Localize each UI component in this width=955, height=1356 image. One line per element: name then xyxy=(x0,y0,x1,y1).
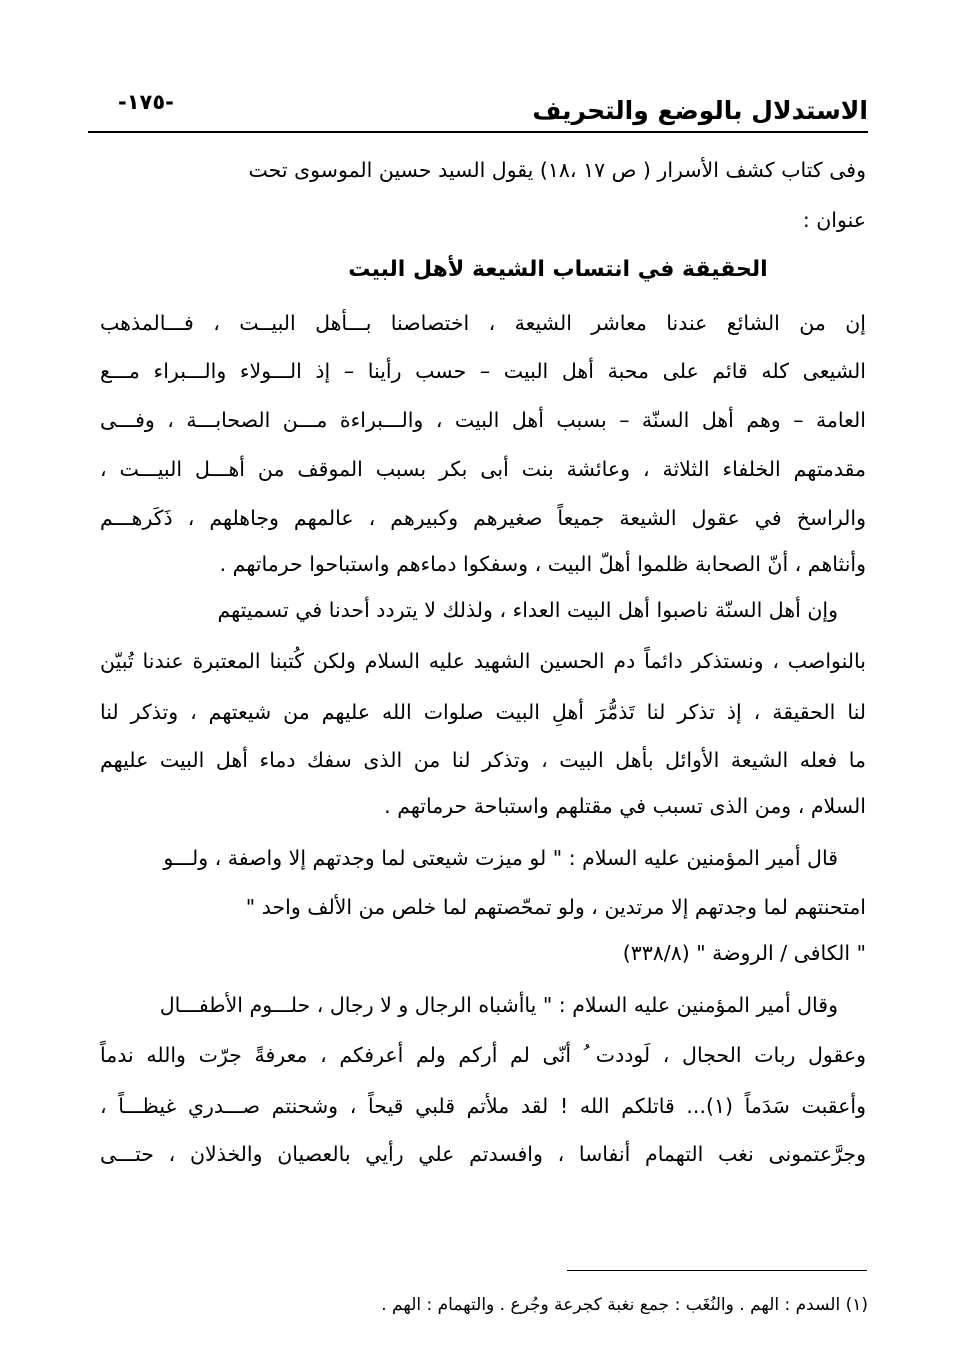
text-line: قال أمير المؤمنين عليه السلام : " لو ميزت شيعتى لما وجدتهم إلا واصفة ، ولـــو xyxy=(163,846,838,870)
text-line: السلام ، ومن الذى تسبب في مقتلهم واستباحة حرماتهم . xyxy=(384,794,866,818)
text-line: العامة – وهم أهل السنّة – بسبب أهل البيت ، والـــبراءة مـــن الصحابـــة ، وفـــى xyxy=(100,408,866,432)
text-line: وإن أهل السنّة ناصبوا أهل البيت العداء ، ولذلك لا يتردد أحدنا في تسميتهم xyxy=(217,598,838,622)
text-line: وقال أمير المؤمنين عليه السلام : " ياأشباه الرجال و لا رجال ، حلـــوم الأطفـــال xyxy=(159,993,838,1017)
text-line: وأعقبت سَدَماً (١)... قاتلكم الله ! لقد ملأتم قلبي قيحاً ، وشحنتم صـــدري غيظـــاً ، xyxy=(100,1094,866,1118)
text-line: امتحنتهم لما وجدتهم إلا مرتدين ، ولو تمحّصتهم لما خلص من الألف واحد " xyxy=(245,895,866,919)
footnote-rule xyxy=(567,1270,867,1271)
text-line: " الكافى / الروضة " (٣٣٨/٨) xyxy=(622,941,866,965)
text-line: عنوان : xyxy=(802,208,866,232)
section-heading: الحقيقة في انتساب الشيعة لأهل البيت xyxy=(348,257,768,282)
text-line: وأنثاهم ، أنّ الصحابة ظلموا أهلّ البيت ، وسفكوا دماءهم واستباحوا حرماتهم . xyxy=(219,552,866,576)
page-header xyxy=(90,88,868,130)
text-line: مقدمتهم الخلفاء الثلاثة ، وعائشة بنت أبى بكر بسبب الموقف من أهـــل البيـــت ، xyxy=(100,457,866,481)
text-line: وفى كتاب كشف الأسرار ( ص ١٧ ،١٨) يقول السيد حسين الموسوى تحت xyxy=(248,158,866,182)
text-line: بالنواصب ، ونستذكر دائماً دم الحسين الشهيد عليه السلام ولكن كُتبنا المعتبرة عندنا تُبيّن xyxy=(100,649,866,673)
page-number: -١٧٥- xyxy=(118,90,174,114)
text-line: ما فعله الشيعة الأوائل بأهل البيت ، وتذكر لنا من الذى سفك دماء أهل البيت عليهم xyxy=(100,748,866,772)
text-line: وعقول ربات الحجال ، لَوددت ُ أنّى لم أركم ولم أعرفكم ، معرفةً جرّت والله ندماً xyxy=(100,1043,866,1067)
text-line: إن من الشائع عندنا معاشر الشيعة ، اختصاصنا بـــأهل البيــت ، فـــالمذهب xyxy=(100,311,866,335)
text-line: وجرَّعتمونى نغب التهمام أنفاسا ، وافسدتم علي رأيي بالعصيان والخذلان ، حتـــى xyxy=(100,1142,866,1166)
text-line: لنا الحقيقة ، إذ تذكر لنا تَذمُّرَ أهلِ البيت صلوات الله عليهم من شيعتهم ، وتذكر لنا xyxy=(100,700,866,724)
header-rule xyxy=(88,131,868,133)
running-title: الاستدلال بالوضع والتحريف xyxy=(532,96,868,125)
text-line: الشيعى كله قائم على محبة أهل البيت – حسب رأينا – إذ الـــولاء والـــبراء مـــع xyxy=(100,359,866,383)
footnote: (١) السدم : الهم . والنُغَب : جمع نغبة كجرعة وجُرع . والتهمام : الهم . xyxy=(381,1295,868,1315)
text-line: والراسخ في عقول الشيعة جميعاً صغيرهم وكبيرهم ، عالمهم وجاهلهم ، ذَكَرهـــم xyxy=(100,506,866,530)
